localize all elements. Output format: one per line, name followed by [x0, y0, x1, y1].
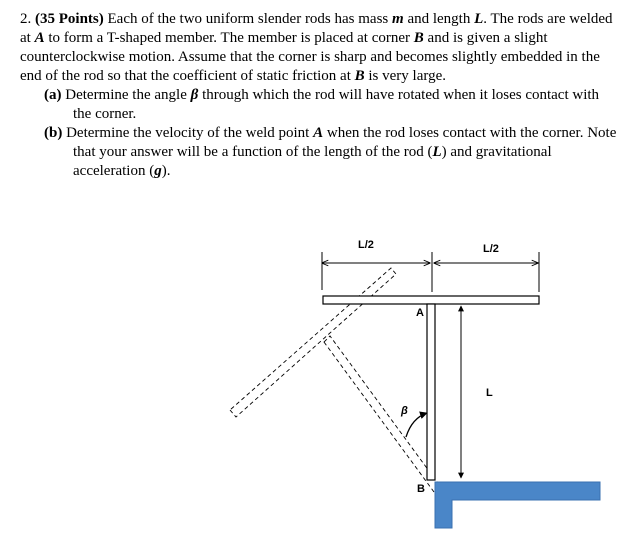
beta-arrow	[406, 413, 427, 437]
part-a: (a) Determine the angle β through which the rod will have rotated when it loses contact with the corner.	[44, 87, 600, 122]
label-length: L	[486, 387, 493, 399]
label-B: B	[417, 483, 425, 495]
problem-points: (35 Points)	[35, 11, 104, 27]
label-beta: β	[401, 405, 408, 417]
part-b: (b) Determine the velocity of the weld point A when the rod loses contact with the corner. Note that your answer will be a function of the length of the rod (L) and gravitational acceleration (g).	[44, 125, 617, 179]
vertical-rod	[427, 304, 435, 480]
label-A: A	[416, 307, 424, 319]
label-half-left: L/2	[358, 239, 374, 251]
top-rod	[323, 296, 539, 304]
dimension-lines	[322, 252, 539, 292]
label-half-right: L/2	[483, 243, 499, 255]
corner-block	[435, 482, 600, 528]
problem-intro: 2. (35 Points) Each of the two uniform slender rods has mass m and length L. The rods are welded at A to form a T-shaped member. The member is placed at corner B and is given a slight counterclockwise motion. Assume that the corner is sharp and becomes slightly embedded in the end of the rod so that the coefficient of static friction at B is very large.	[20, 11, 613, 84]
problem-number: 2.	[20, 11, 32, 27]
